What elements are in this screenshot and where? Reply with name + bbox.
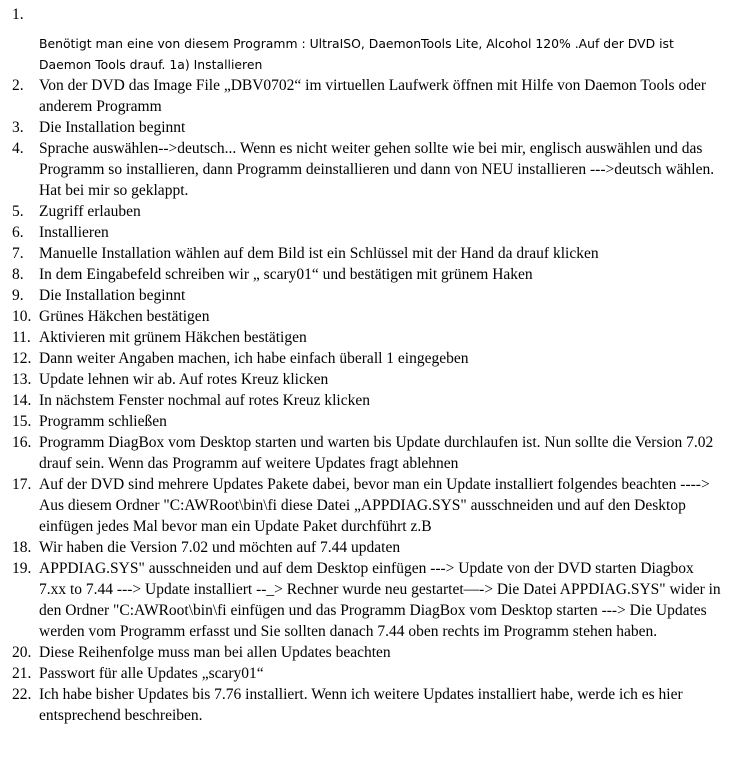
item-number: 17. <box>12 476 32 493</box>
list-item <box>12 327 724 348</box>
list-item <box>12 348 724 369</box>
item-number: 8. <box>12 266 24 283</box>
item-number: 12. <box>12 350 32 367</box>
list-item <box>12 4 724 75</box>
item-number: 14. <box>12 392 32 409</box>
list-item <box>12 369 724 390</box>
item-text: Sprache auswählen-->deutsch... Wenn es nicht weiter gehen sollte wie bei mir, englisch auswählen und das Programm so installieren, dann Programm deinstallieren und dann von NEU installieren --->deutsch wählen. Hat bei mir so geklappt. <box>39 140 715 199</box>
item-number: 3. <box>12 119 24 136</box>
item-number: 13. <box>12 371 32 388</box>
item-text: Dann weiter Angaben machen, ich habe einfach überall 1 eingegeben <box>39 350 469 367</box>
item-text: Programm DiagBox vom Desktop starten und warten bis Update durchlaufen ist. Nun sollte die Version 7.02 drauf sein. Wenn das Programm auf weitere Updates fragt ablehnen <box>39 434 714 472</box>
list-item <box>12 558 724 642</box>
item-text: Update lehnen wir ab. Auf rotes Kreuz klicken <box>39 371 329 388</box>
list-item <box>12 642 724 663</box>
item-number: 16. <box>12 434 32 451</box>
item-text: Ich habe bisher Updates bis 7.76 installiert. Wenn ich weitere Updates installiert habe, werde ich es hier entsprechend beschreiben. <box>39 686 683 724</box>
list-item <box>12 285 724 306</box>
list-item <box>12 537 724 558</box>
item-text: Installieren <box>39 224 109 241</box>
item-text: Die Installation beginnt <box>39 287 186 304</box>
item-number: 10. <box>12 308 32 325</box>
item-text: Benötigt man eine von diesem Programm : UltraISO, DaemonTools Lite, Alcohol 120% .Auf der DVD ist Daemon Tools drauf. 1a) Installieren <box>39 36 674 72</box>
item-text: In nächstem Fenster nochmal auf rotes Kreuz klicken <box>39 392 370 409</box>
item-number: 19. <box>12 560 32 577</box>
item-number: 11. <box>12 329 31 346</box>
item-text: Manuelle Installation wählen auf dem Bild ist ein Schlüssel mit der Hand da drauf klicken <box>39 245 599 262</box>
list-item <box>12 201 724 222</box>
item-text: Programm schließen <box>39 413 167 430</box>
item-text: In dem Eingabefeld schreiben wir „ scary01“ und bestätigen mit grünem Haken <box>39 266 533 283</box>
item-text: Grünes Häkchen bestätigen <box>39 308 210 325</box>
list-item <box>12 117 724 138</box>
item-text: Wir haben die Version 7.02 und möchten auf 7.44 updaten <box>39 539 401 556</box>
item-text: APPDIAG.SYS" ausschneiden und auf dem Desktop einfügen ---> Update von der DVD starten Diagbox 7.xx to 7.44 ---> Update installiert --_> Rechner wurde neu gestartet—-> Die Datei APPDIAG.SYS" wider in den Ordner "C:AWRoot\bin\fi einfügen und das Programm DiagBox vom Desktop starten ---> Die Updates werden vom Programm erfasst und Sie sollten danach 7.44 oben rechts im Programm stehen haben. <box>39 560 721 640</box>
item-number: 6. <box>12 224 24 241</box>
list-item <box>12 75 724 117</box>
list-item <box>12 474 724 537</box>
item-number: 1. <box>12 6 24 23</box>
list-item <box>12 222 724 243</box>
item-text: Die Installation beginnt <box>39 119 186 136</box>
item-number: 4. <box>12 140 24 157</box>
list-item <box>12 243 724 264</box>
item-text: Auf der DVD sind mehrere Updates Pakete dabei, bevor man ein Update installiert folgendes beachten ----> Aus diesem Ordner "C:AWRoot\bin\fi diese Datei „APPDIAG.SYS" ausschneiden und auf den Desktop einfügen jedes Mal bevor man ein Update Paket durchführt z.B <box>39 476 710 535</box>
list-item <box>12 264 724 285</box>
list-item <box>12 411 724 432</box>
list-item <box>12 432 724 474</box>
instruction-list <box>12 4 724 726</box>
item-text: Passwort für alle Updates „scary01“ <box>39 665 264 682</box>
list-item <box>12 390 724 411</box>
list-item <box>12 663 724 684</box>
item-text: Von der DVD das Image File „DBV0702“ im virtuellen Laufwerk öffnen mit Hilfe von Daemon Tools oder anderem Programm <box>39 77 706 115</box>
list-item <box>12 306 724 327</box>
item-number: 9. <box>12 287 24 304</box>
item-number: 15. <box>12 413 32 430</box>
item-number: 18. <box>12 539 32 556</box>
item-text: Aktivieren mit grünem Häkchen bestätigen <box>39 329 307 346</box>
item-number: 7. <box>12 245 24 262</box>
list-item <box>12 138 724 201</box>
item-number: 5. <box>12 203 24 220</box>
item-number: 21. <box>12 665 32 682</box>
item-text: Diese Reihenfolge muss man bei allen Updates beachten <box>39 644 391 661</box>
list-item <box>12 684 724 726</box>
item-number: 22. <box>12 686 32 703</box>
item-number: 20. <box>12 644 32 661</box>
item-text: Zugriff erlauben <box>39 203 141 220</box>
item-number: 2. <box>12 77 24 94</box>
